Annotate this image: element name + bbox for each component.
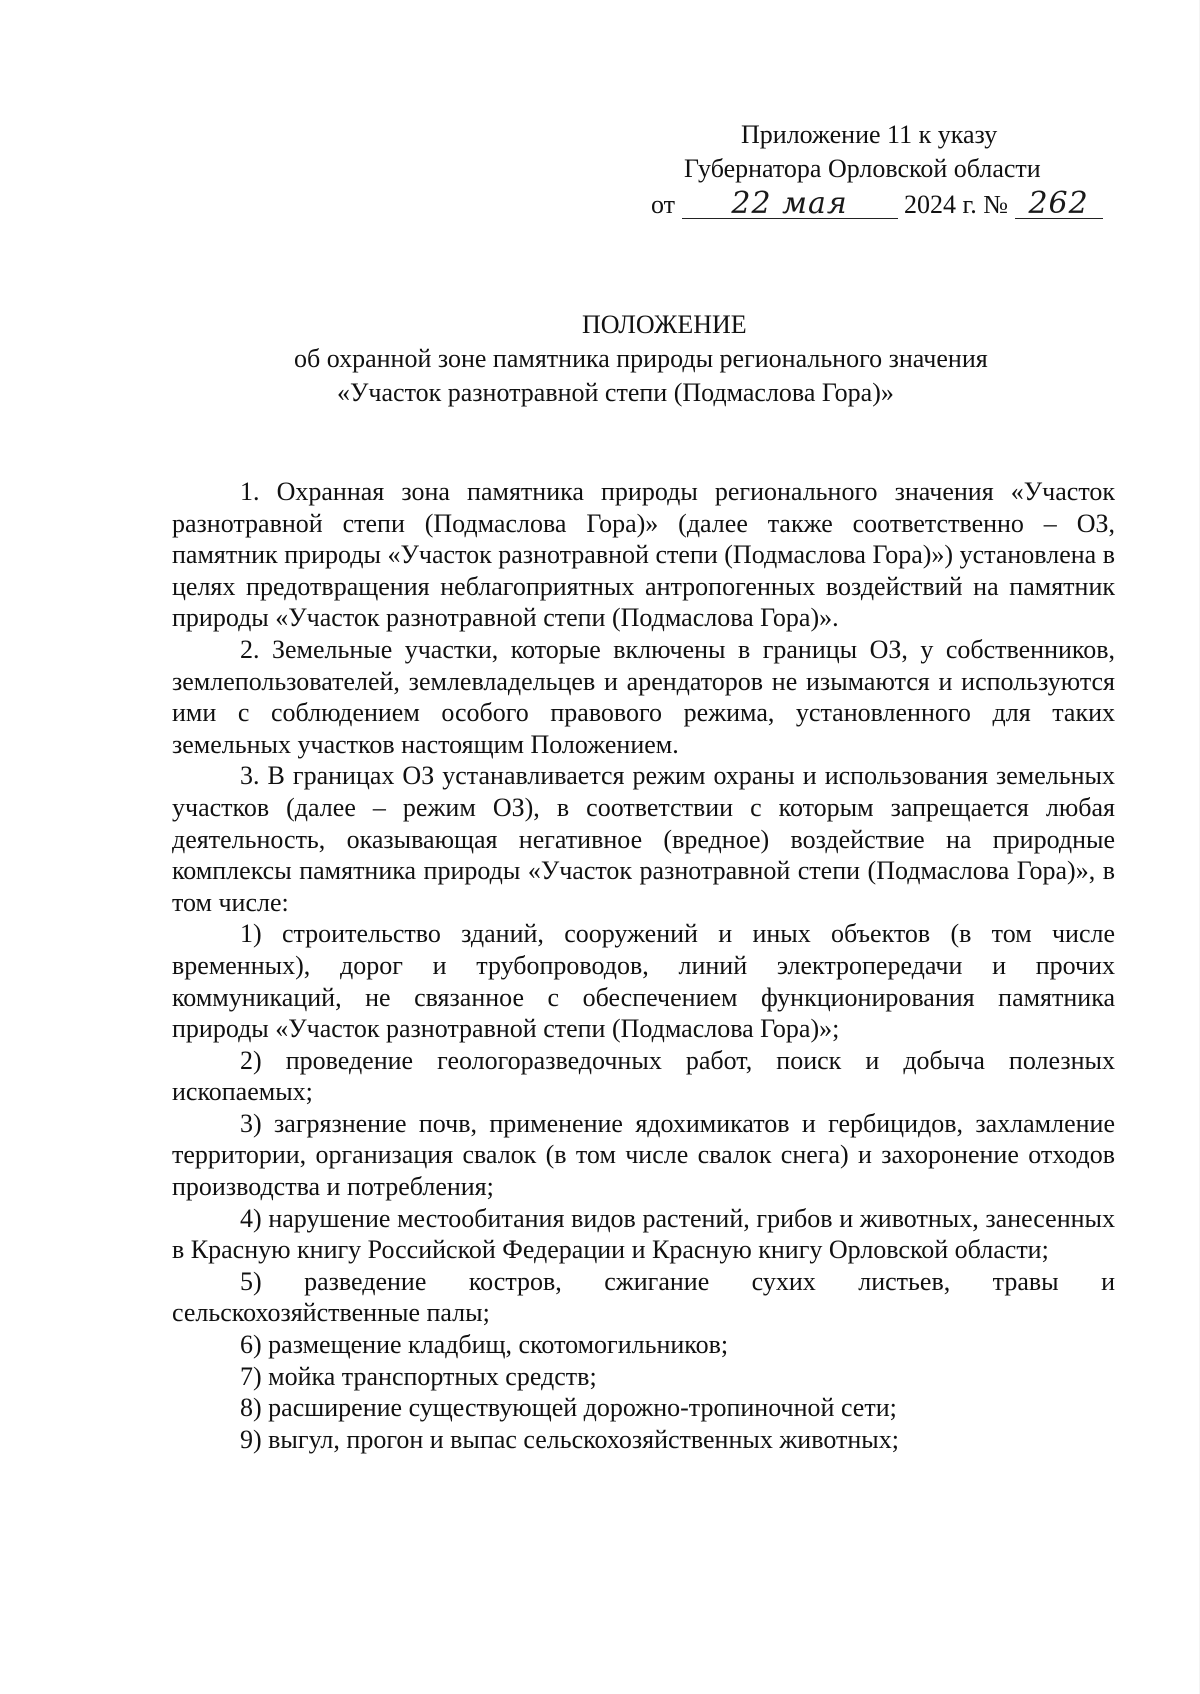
title-subtitle-2: «Участок разнотравной степи (Подмаслова Гора)» — [337, 378, 894, 407]
document-body — [172, 476, 1115, 1455]
title-main: ПОЛОЖЕНИЕ — [582, 310, 747, 339]
handwritten-date: 22 мая — [682, 190, 898, 219]
list-item-5: 5) разведение костров, сжигание сухих листьев, травы и сельскохозяйственные палы; — [172, 1266, 1115, 1328]
list-item-6: 6) размещение кладбищ, скотомогильников; — [240, 1330, 729, 1360]
paragraph-3: 3. В границах ОЗ устанавливается режим охраны и использования земельных участков (далее – режим ОЗ), в соответствии с которым запрещается любая деятельность, оказывающая негативное (вредное) воздействие на природные комплексы памятника природы «Участок разнотравной степи (Подмаслова Гора)», в том числе: — [172, 761, 1115, 917]
list-item-9: 9) выгул, прогон и выпас сельскохозяйственных животных; — [240, 1424, 899, 1454]
list-item-2: 2) проведение геологоразведочных работ, поиск и добыча полезных ископаемых; — [172, 1045, 1115, 1107]
from-label: от — [651, 190, 676, 219]
paragraph-2: 2. Земельные участки, которые включены в границы ОЗ, у собственников, землепользователей, землевладельцев и арендаторов не изымаются и используются ими с соблюдением особого правового режима, установленного для таких земельных участков настоящим Положением. — [172, 634, 1115, 759]
list-item-8: 8) расширение существующей дорожно-тропиночной сети; — [240, 1393, 897, 1423]
list-item-3: 3) загрязнение почв, применение ядохимикатов и гербицидов, захламление территории, организация свалок (в том числе свалок снега) и захоронение отходов производства и потребления; — [172, 1108, 1115, 1202]
list-item-4: 4) нарушение местообитания видов растений, грибов и животных, занесенных в Красную книгу Российской Федерации и Красную книгу Орловской области; — [172, 1203, 1115, 1265]
handwritten-number: 262 — [1015, 190, 1103, 219]
paragraph-1: 1. Охранная зона памятника природы регионального значения «Участок разнотравной степи (Подмаслова Гора)» (далее также соответственно – ОЗ, памятник природы «Участок разнотравной степи (Подмаслова Гора)») установлена в целях предотвращения неблагоприятных антропогенных воздействий на памятник природы «Участок разнотравной степи (Подмаслова Гора)». — [172, 477, 1115, 633]
governor-line: Губернатора Орловской области — [684, 154, 1041, 183]
list-item-1: 1) строительство зданий, сооружений и иных объектов (в том числе временных), дорог и трубопроводов, линий электропередачи и прочих коммуникаций, не связанное с обеспечением функционирования памятника природы «Участок разнотравной степи (Подмаслова Гора)»; — [172, 919, 1115, 1044]
list-item-7: 7) мойка транспортных средств; — [240, 1361, 597, 1391]
title-subtitle-1: об охранной зоне памятника природы регионального значения — [294, 344, 988, 373]
decree-date-line — [651, 188, 1103, 222]
year-label: 2024 г. № — [904, 190, 1009, 219]
appendix-line: Приложение 11 к указу — [741, 120, 998, 149]
